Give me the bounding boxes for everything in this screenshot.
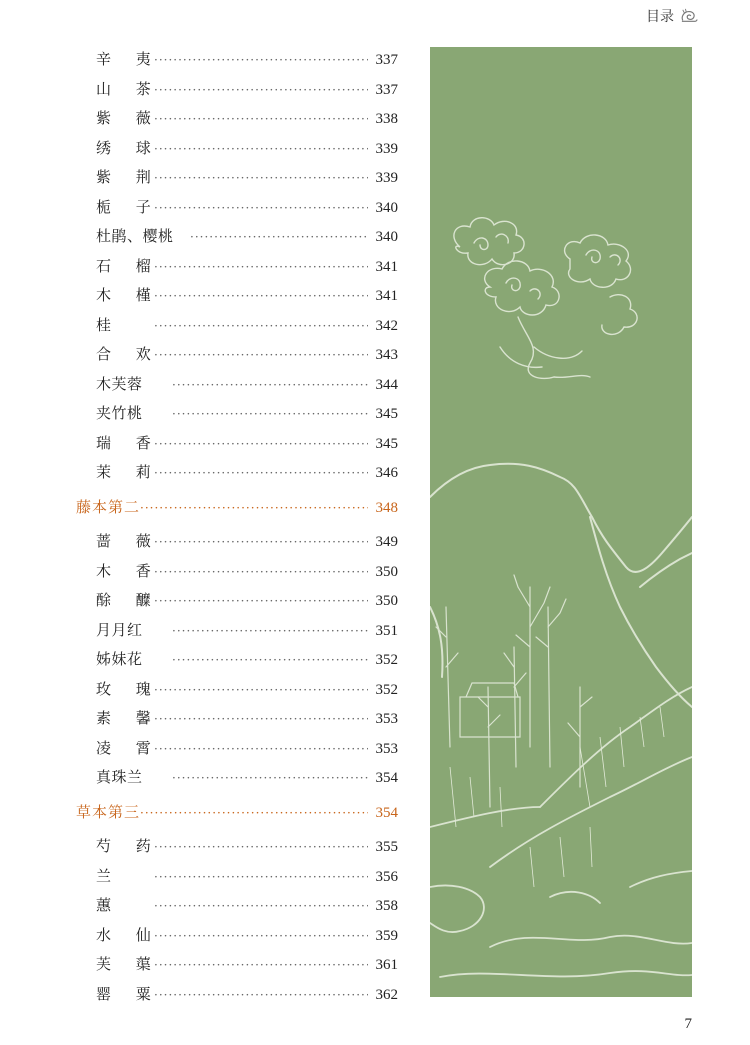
toc-entry-page: 337 [375, 52, 398, 68]
toc-entry-page: 362 [375, 986, 398, 1003]
toc-entry-page: 341 [375, 288, 398, 304]
toc-entry [76, 45, 398, 75]
toc-section-heading [76, 798, 398, 828]
toc-entry-title: 夹竹桃 [96, 404, 143, 422]
toc-entry [76, 557, 398, 587]
toc-entry-page: 340 [375, 199, 398, 216]
toc-entry-title: 辛 夷 [96, 50, 161, 68]
toc-entry-page: 358 [375, 898, 398, 914]
toc-entry-title: 栀 子 [96, 197, 161, 216]
toc-entry [76, 586, 398, 616]
toc-entry-page: 339 [375, 170, 398, 186]
toc-entry-title: 瑞 香 [96, 433, 161, 452]
landscape-painting-image [430, 47, 692, 997]
dot-leader [154, 194, 368, 224]
toc-entry-page: 361 [375, 957, 398, 973]
toc-entry [76, 832, 398, 862]
dot-leader [154, 892, 368, 922]
toc-entry [76, 921, 398, 951]
toc-entry-page: 344 [375, 376, 398, 393]
toc-entry-title: 水 仙 [96, 925, 161, 944]
toc-entry-title: 玫 瑰 [96, 679, 161, 698]
toc-entry [76, 340, 398, 370]
toc-entry-page: 354 [375, 804, 398, 821]
toc-entry-page: 345 [375, 406, 398, 422]
dot-leader [154, 558, 368, 588]
table-of-contents [76, 45, 398, 1009]
toc-entry-page: 352 [375, 681, 398, 698]
toc-entry-title: 木芙蓉 [96, 374, 143, 393]
landscape-illustration [430, 47, 692, 997]
toc-entry-title: 桂 [96, 315, 112, 334]
toc-entry [76, 104, 398, 134]
toc-entry-page: 353 [375, 711, 398, 727]
header-title: 目录 [646, 9, 674, 25]
dot-leader [154, 922, 368, 952]
toc-entry-title: 罂 粟 [96, 984, 161, 1003]
toc-entry [76, 862, 398, 892]
toc-entry-title: 凌 霄 [96, 738, 161, 757]
toc-entry-title: 绣 球 [96, 138, 161, 157]
toc-entry [76, 704, 398, 734]
toc-entry-title: 素 馨 [96, 709, 161, 727]
toc-entry [76, 399, 398, 429]
toc-entry-title: 木 香 [96, 561, 161, 580]
dot-leader [154, 105, 368, 135]
toc-entry-title: 紫 薇 [96, 109, 161, 127]
toc-entry-page: 354 [375, 770, 398, 786]
dot-leader [154, 459, 368, 489]
toc-entry-title: 芍 药 [96, 837, 161, 855]
toc-entry [76, 429, 398, 459]
dot-leader [154, 282, 368, 312]
toc-entry-page: 350 [375, 563, 398, 580]
toc-entry [76, 950, 398, 980]
toc-entry-page: 353 [375, 740, 398, 757]
toc-entry [76, 370, 398, 400]
toc-section-heading [76, 493, 398, 523]
dot-leader [154, 164, 368, 194]
dot-leader [154, 833, 368, 863]
toc-entry [76, 281, 398, 311]
toc-entry-title: 兰 [96, 866, 112, 885]
toc-entry-page: 337 [375, 81, 398, 98]
toc-entry-title: 酴 醾 [96, 591, 161, 609]
toc-entry-title: 月月红 [96, 620, 143, 639]
toc-entry-title: 芙 蕖 [96, 955, 161, 973]
dot-leader [154, 341, 368, 371]
toc-entry-title: 木 槿 [96, 286, 161, 304]
toc-entry-page: 339 [375, 140, 398, 157]
toc-entry [76, 616, 398, 646]
toc-entry [76, 311, 398, 341]
toc-entry-title: 藤本第二 [76, 497, 141, 516]
toc-entry [76, 163, 398, 193]
toc-entry-page: 359 [375, 927, 398, 944]
toc-entry-page: 352 [375, 652, 398, 668]
dot-leader [154, 135, 368, 165]
dot-leader [154, 981, 368, 1011]
toc-entry [76, 193, 398, 223]
toc-entry-title: 茉 莉 [96, 463, 161, 481]
toc-entry [76, 527, 398, 557]
toc-entry-page: 345 [375, 435, 398, 452]
dot-leader [140, 799, 368, 829]
toc-entry-page: 356 [375, 868, 398, 885]
toc-entry-page: 343 [375, 347, 398, 363]
toc-entry-title: 蔷 薇 [96, 532, 161, 550]
toc-entry [76, 645, 398, 675]
toc-entry-title: 姊妹花 [96, 650, 143, 668]
toc-entry-title: 合 欢 [96, 345, 161, 363]
toc-entry [76, 252, 398, 282]
dot-leader [154, 430, 368, 460]
toc-entry [76, 980, 398, 1010]
toc-entry-page: 341 [375, 258, 398, 275]
toc-entry-page: 342 [375, 317, 398, 334]
dot-leader [172, 764, 368, 794]
toc-entry-title: 紫 荆 [96, 168, 161, 186]
snail-icon [680, 8, 698, 24]
page-number: 7 [684, 1016, 692, 1032]
dot-leader [154, 312, 368, 342]
dot-leader [172, 617, 368, 647]
dot-leader [172, 371, 368, 401]
toc-entry-page: 338 [375, 111, 398, 127]
toc-entry-title: 蕙 [96, 896, 112, 914]
toc-entry [76, 134, 398, 164]
toc-entry [76, 222, 398, 252]
toc-entry-title: 杜鹃、樱桃 [96, 227, 174, 245]
toc-entry [76, 891, 398, 921]
toc-entry-page: 348 [375, 499, 398, 516]
toc-entry-title: 山 茶 [96, 79, 161, 98]
toc-entry [76, 675, 398, 705]
dot-leader [154, 76, 368, 106]
toc-entry [76, 763, 398, 793]
dot-leader [154, 253, 368, 283]
running-header [646, 6, 698, 26]
toc-entry-title: 真珠兰 [96, 768, 143, 786]
toc-entry-page: 351 [375, 622, 398, 639]
dot-leader [154, 863, 368, 893]
dot-leader [154, 676, 368, 706]
toc-entry [76, 75, 398, 105]
toc-entry-page: 350 [375, 593, 398, 609]
toc-entry [76, 458, 398, 488]
dot-leader [154, 528, 368, 558]
dot-leader [140, 494, 368, 524]
dot-leader [154, 705, 368, 735]
toc-entry-title: 草本第三 [76, 802, 141, 821]
toc-entry-title: 石 榴 [96, 256, 161, 275]
dot-leader [172, 646, 368, 676]
toc-entry-page: 355 [375, 839, 398, 855]
toc-entry-page: 346 [375, 465, 398, 481]
toc-entry-page: 349 [375, 534, 398, 550]
dot-leader [154, 587, 368, 617]
dot-leader [154, 46, 368, 76]
toc-entry [76, 734, 398, 764]
dot-leader [154, 951, 368, 981]
dot-leader [172, 400, 368, 430]
dot-leader [190, 223, 368, 253]
dot-leader [154, 735, 368, 765]
toc-entry-page: 340 [375, 229, 398, 245]
